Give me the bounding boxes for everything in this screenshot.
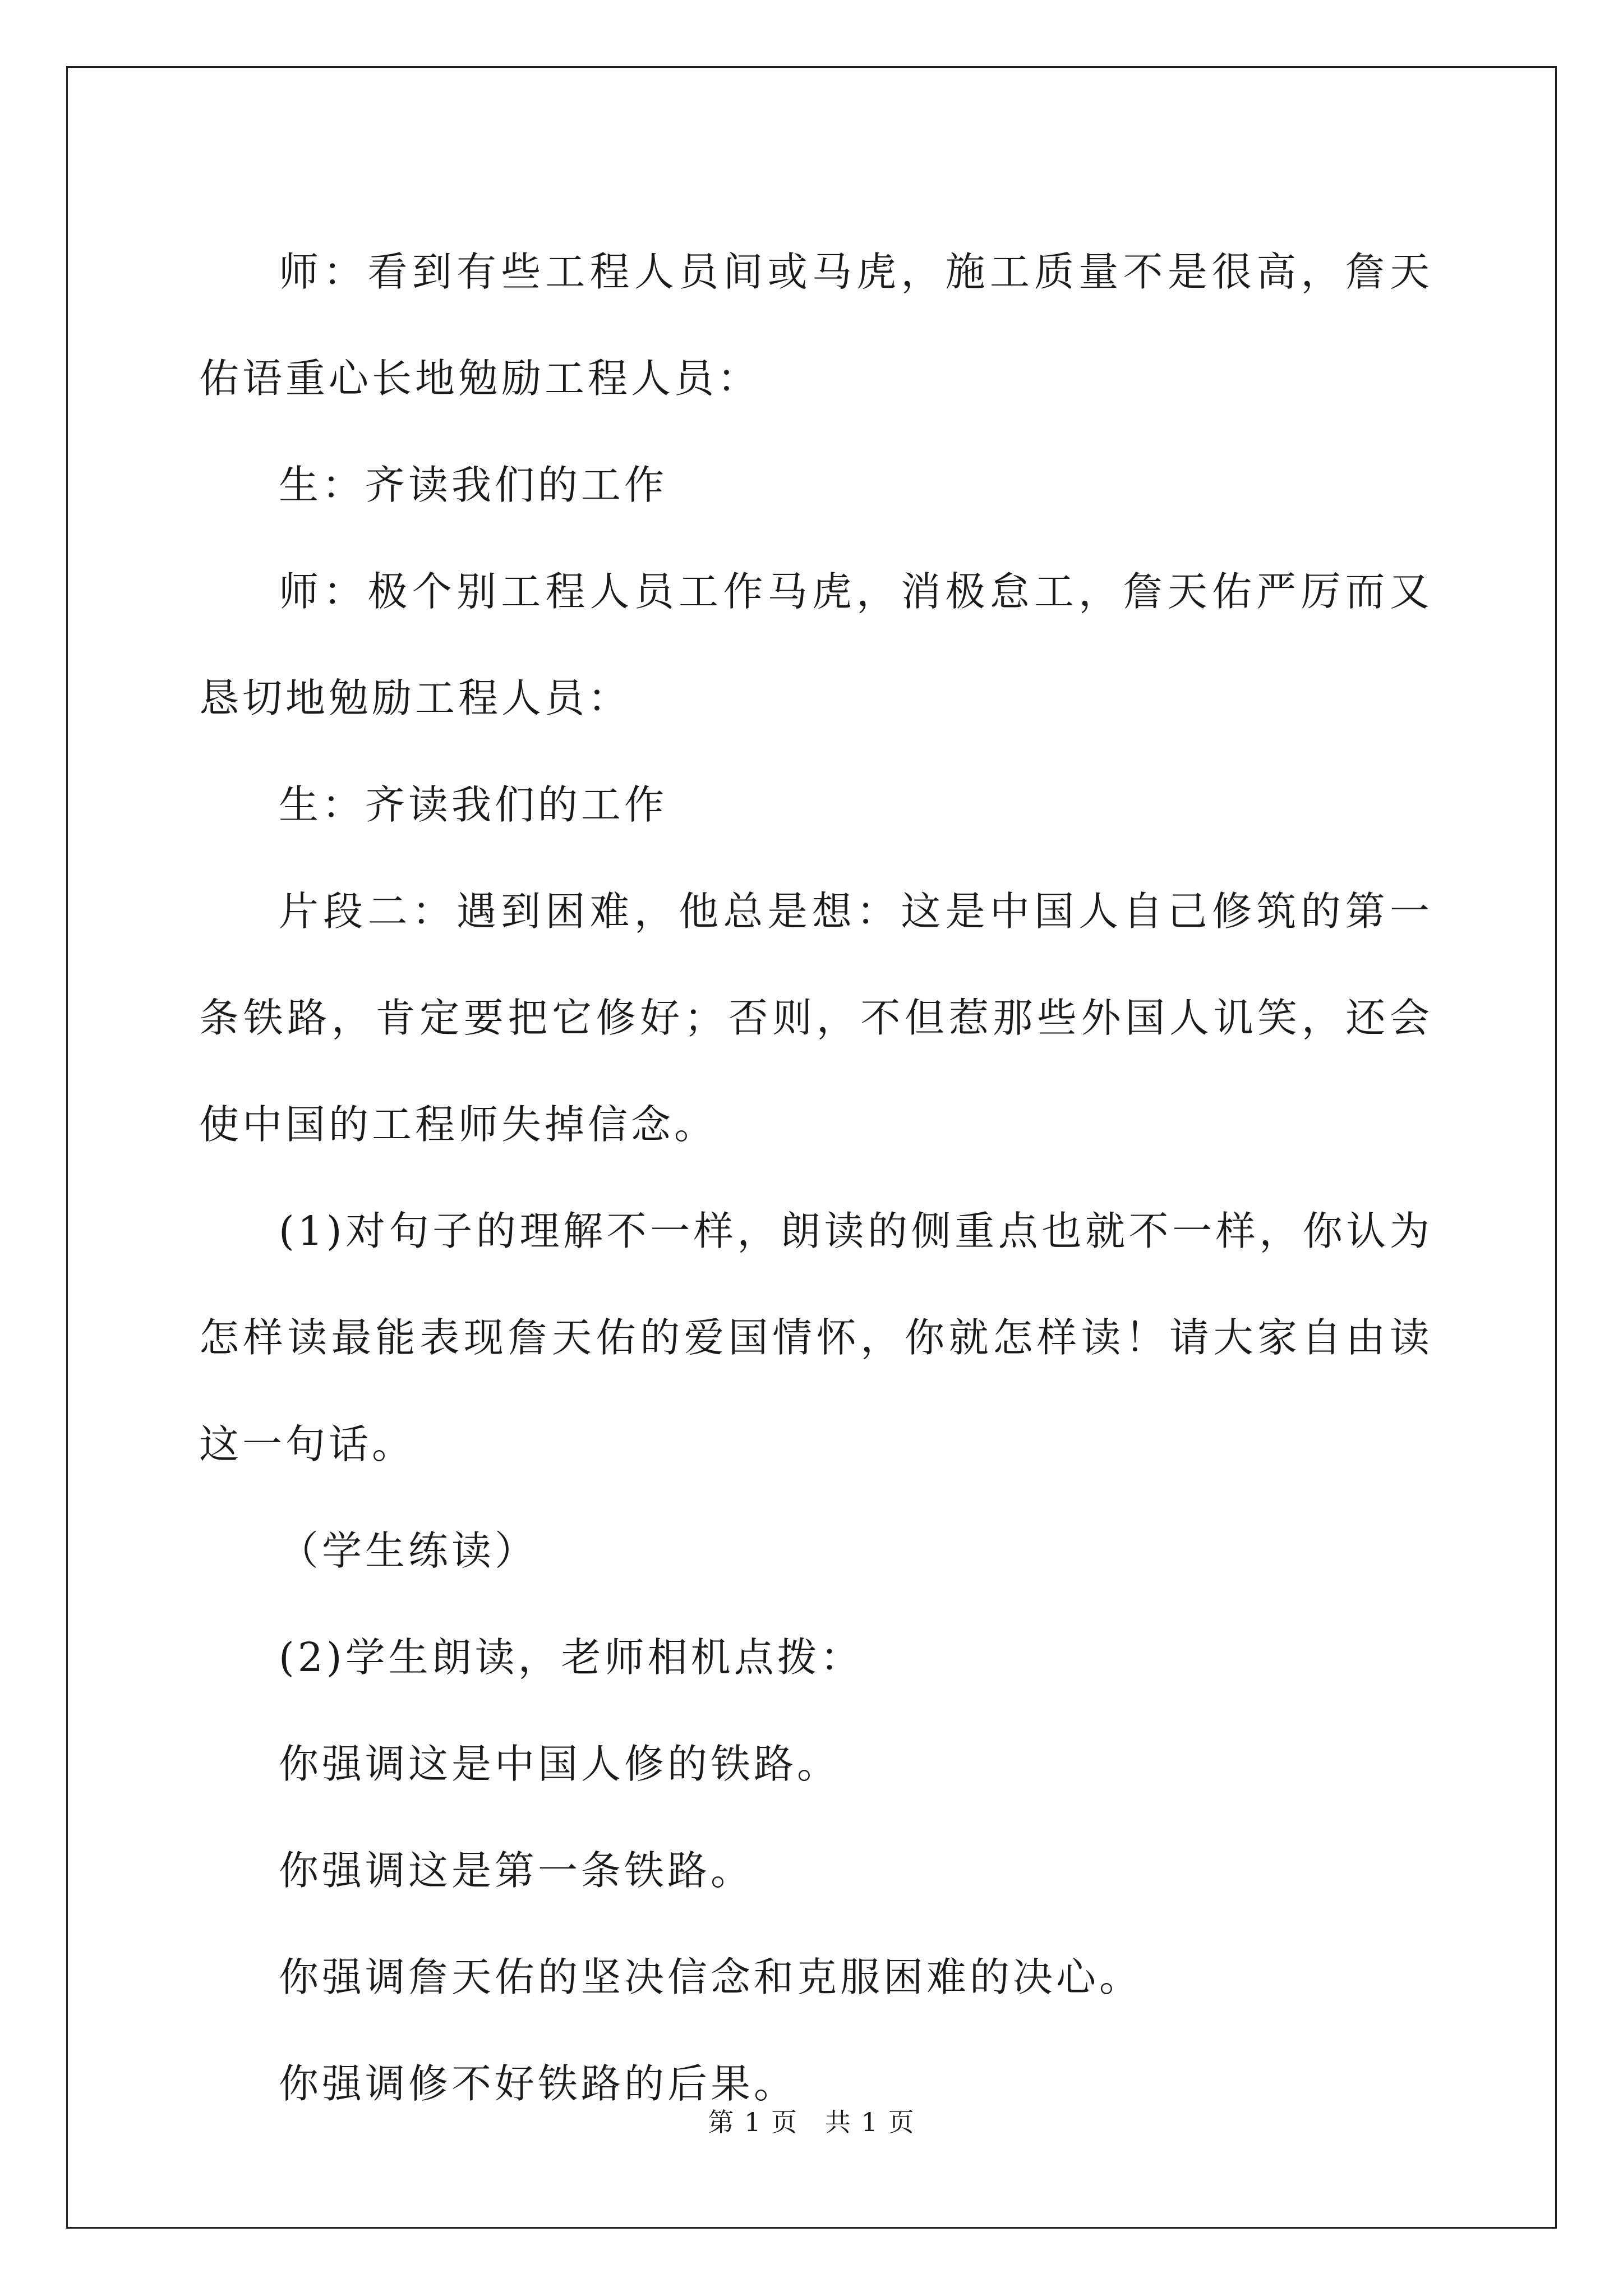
page-number: 第 1 页 bbox=[708, 2107, 798, 2137]
paragraph-emphasis-4: 你强调修不好铁路的后果。 bbox=[279, 2060, 797, 2107]
document-body bbox=[199, 219, 1433, 2137]
page-footer bbox=[0, 2102, 1623, 2139]
paragraph-student-2: 生：齐读我们的工作 bbox=[279, 781, 668, 828]
paragraph-item-2: (2)学生朗读，老师相机点拨： bbox=[279, 1634, 864, 1681]
paragraph-teacher-2: 师：极个别工程人员工作马虎，消极怠工，詹天佑严厉而又恳切地勉励工程人员： bbox=[199, 568, 1433, 721]
paragraph-emphasis-3: 你强调詹天佑的坚决信念和克服困难的决心。 bbox=[279, 1954, 1143, 2000]
paragraph-student-1: 生：齐读我们的工作 bbox=[279, 462, 668, 508]
paragraph-emphasis-2: 你强调这是第一条铁路。 bbox=[279, 1847, 754, 1894]
paragraph-student-practice: （学生练读） bbox=[279, 1527, 538, 1574]
paragraph-item-1: (1)对句子的理解不一样，朗读的侧重点也就不一样，你认为怎样读最能表现詹天佑的爱国情怀，你就怎样读！请大家自由读这一句话。 bbox=[199, 1208, 1433, 1467]
page-total: 共 1 页 bbox=[825, 2107, 915, 2137]
paragraph-segment-two: 片段二：遇到困难，他总是想：这是中国人自己修筑的第一条铁路，肯定要把它修好；否则，不但惹那些外国人讥笑，还会使中国的工程师失掉信念。 bbox=[199, 888, 1433, 1148]
paragraph-emphasis-1: 你强调这是中国人修的铁路。 bbox=[279, 1741, 841, 1787]
paragraph-teacher-1: 师：看到有些工程人员间或马虎，施工质量不是很高，詹天佑语重心长地勉励工程人员： bbox=[199, 249, 1433, 402]
